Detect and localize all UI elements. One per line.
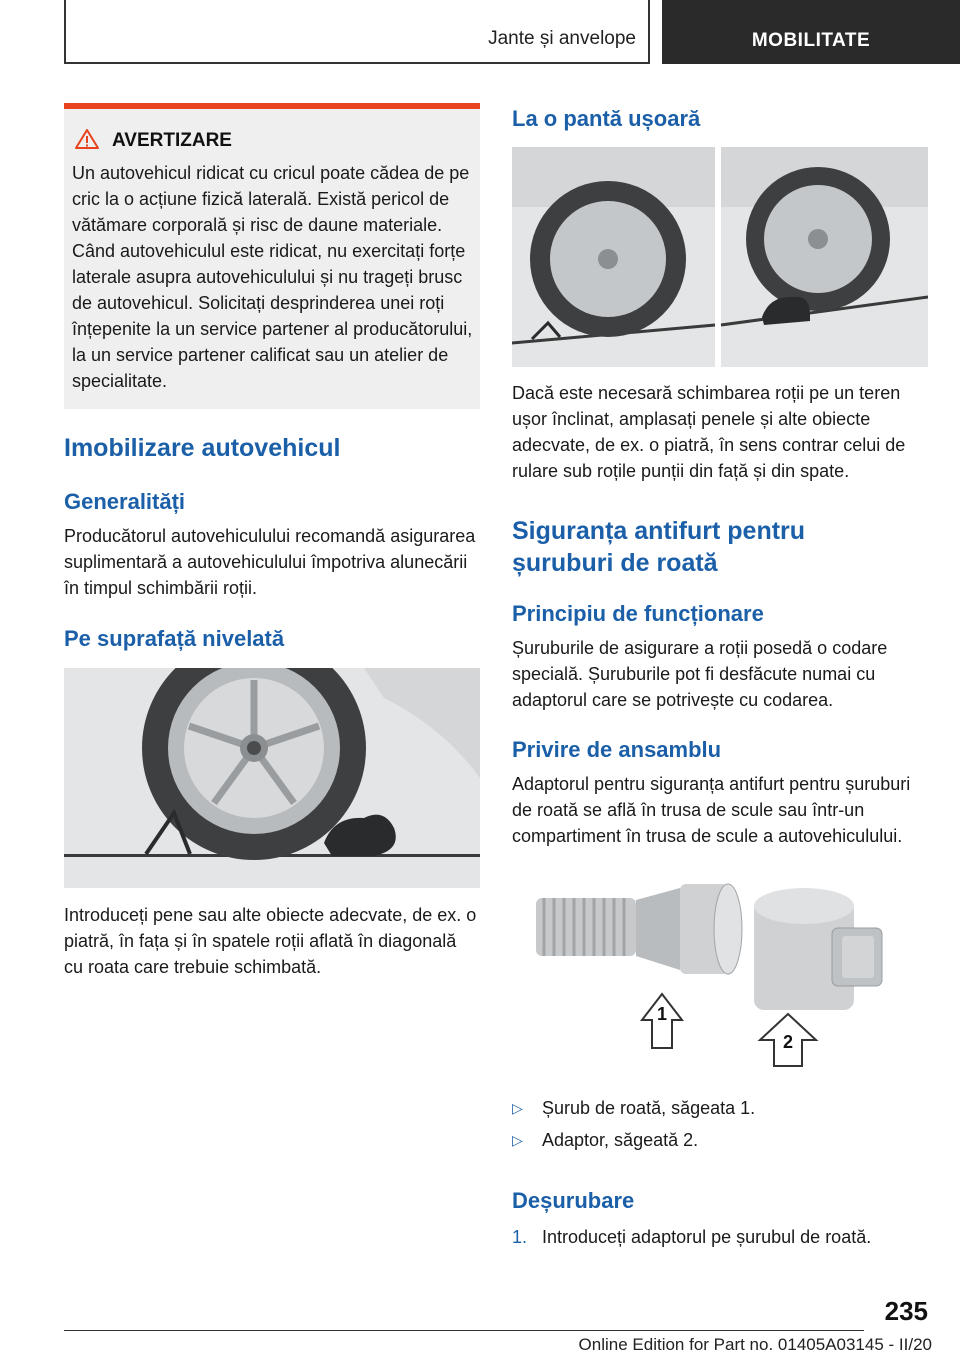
header-rule-left — [64, 0, 66, 62]
image-wheels-slope — [512, 147, 928, 367]
callout-2: 2 — [782, 1032, 794, 1052]
heading-privire-ansamblu: Privire de ansamblu — [512, 737, 722, 762]
bullet-list — [512, 1095, 930, 1153]
warning-title: AVERTIZARE — [112, 130, 232, 151]
heading-suprafata-nivelata: Pe suprafață nivelată — [64, 626, 285, 651]
step-number: 1. — [512, 1227, 528, 1247]
warning-body: Un autovehicul ridicat cu cricul poate cădea de pe cric la o acțiune fizică laterală. Există pericol de vătămare corporală și risc de daune materiale. Când autovehiculul este ridicat, nu exercitați forțe laterale asupra autovehiculului și nu trageți brusc de autovehicul. Solicitați desprinderea unei roți înțepenite la un service partener al producătorului, la un service partener calificat sau un atelier de specialitate. — [72, 163, 473, 391]
triangle-right-icon: ▷ — [512, 1100, 523, 1116]
heading-immobilizare: Imobilizare autovehicul — [64, 434, 341, 462]
heading-desurubare: Deșurubare — [512, 1188, 635, 1213]
list-item: 1. Introduceți adaptorul pe șurubul de roată. — [512, 1224, 930, 1250]
page-number: 235 — [884, 1296, 928, 1326]
triangle-right-icon: ▷ — [512, 1132, 523, 1148]
paragraph-generalitati: Producătorul autovehiculului recomandă asigurarea suplimentară a autovehiculului împotriva alunecării în timpul schimbării roții. — [64, 526, 476, 598]
paragraph-privire-ansamblu: Adaptorul pentru siguranța antifurt pentru șuruburi de roată se află în trusa de scule sau într-un compartiment în trusa de scule a autovehiculului. — [512, 774, 911, 846]
image-bolt-adapter — [512, 870, 928, 1080]
heading-panta-usoara: La o pantă ușoară — [512, 106, 701, 131]
callout-1: 1 — [656, 1004, 668, 1024]
header-chapter: MOBILITATE — [662, 0, 960, 64]
footer-rule — [64, 1330, 864, 1331]
header-rule-bottom — [64, 62, 650, 64]
image-wheel-level — [64, 668, 480, 888]
list-item: ▷ Șurub de roată, săgeata 1. — [512, 1095, 930, 1121]
paragraph-panta-usoara: Dacă este necesară schimbarea roții pe un teren ușor înclinat, amplasați penele și alte obiecte adecvate, de ex. o piatră, în sens contrar celui de rulare sub roțile punții din față și din spate. — [512, 383, 906, 481]
heading-principiu-functionare: Principiu de funcționare — [512, 601, 764, 626]
paragraph-principiu-functionare: Șuruburile de asigurare a roții posedă o codare specială. Șuruburile pot fi desfăcute numai cu adaptorul care se potrivește cu codarea. — [512, 638, 888, 710]
heading-siguranta-antifurt: Siguranța antifurt pentru șuruburi de roată — [512, 517, 806, 577]
heading-generalitati: Generalități — [64, 489, 186, 514]
paragraph-suprafata-nivelata: Introduceți pene sau alte obiecte adecvate, de ex. o piatră, în fața și în spatele roții aflată în diagonală cu roata care trebuie schimbată. — [64, 905, 477, 977]
footer-edition: Online Edition for Part no. 01405A03145 - II/20 — [578, 1335, 932, 1354]
steps-list — [512, 1224, 930, 1250]
list-item: ▷ Adaptor, săgeată 2. — [512, 1127, 930, 1153]
header-rule-mid — [648, 0, 650, 64]
header-section: Jante și anvelope — [488, 28, 636, 49]
warning-triangle-icon — [74, 128, 100, 150]
